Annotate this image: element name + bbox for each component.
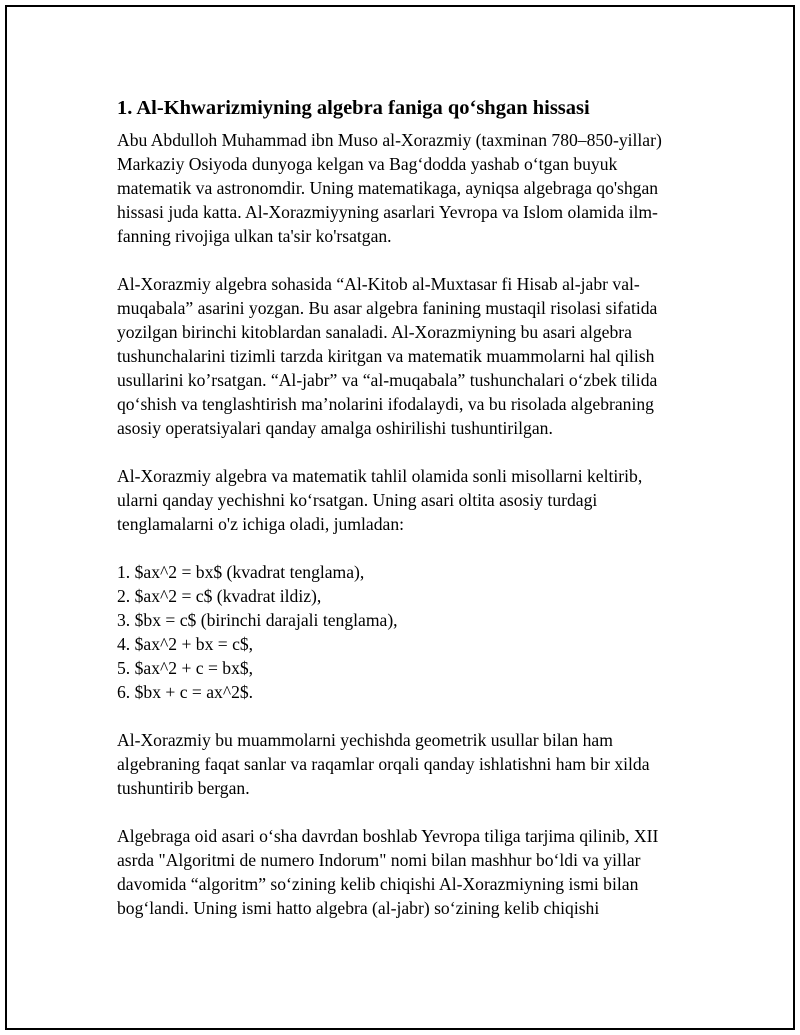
paragraph-geometric-methods: Al-Xorazmiy bu muammolarni yechishda geometrik usullar bilan ham algebraning faqat sanlar va raqamlar orqali qanday ishlatishni ham bir xilda tushuntirib bergan. <box>117 730 650 798</box>
equation-item: 3. $bx = c$ (birinchi darajali tenglama), <box>117 610 398 630</box>
paragraph-al-kitob: Al-Xorazmiy algebra sohasida “Al-Kitob al-Muxtasar fi Hisab al-jabr val-muqabala” asarini yozgan. Bu asar algebra fanining mustaqil risolasi sifatida yozilgan birinchi kitoblardan sanaladi. Al-Xorazmiyning bu asari algebra tushunchalarini tizimli tarzda kiritgan va matematik muammolarni hal qilish usullarini ko’rsatgan. “Al-jabr” va “al-muqabala” tushunchalari o‘zbek tilida qo‘shish va tenglashtirish ma’nolarini ifodalaydi, va bu risolada algebraning asosiy operatsiyalari qanday amalga oshirilishi tushuntirilgan. <box>117 274 658 438</box>
equation-item: 1. $ax^2 = bx$ (kvadrat tenglama), <box>117 562 365 582</box>
equation-item: 6. $bx + c = ax^2$. <box>117 682 254 702</box>
equation-list <box>117 560 687 704</box>
section-heading: 1. Al-Khwarizmiyning algebra faniga qo‘shgan hissasi <box>117 97 590 119</box>
paragraph-intro: Abu Abdulloh Muhammad ibn Muso al-Xorazmiy (taxminan 780–850-yillar) Markaziy Osiyoda dunyoga kelgan va Bag‘dodda yashab o‘tgan buyuk matematik va astronomdir. Uning matematikaga, ayniqsa algebraga qo'shgan hissasi juda katta. Al-Xorazmiyyning asarlari Yevropa va Islom olamida ilm-fanning rivojiga ulkan ta'sir ko'rsatgan. <box>117 130 662 246</box>
equation-item: 5. $ax^2 + c = bx$, <box>117 658 254 678</box>
paragraph-equation-types: Al-Xorazmiy algebra va matematik tahlil olamida sonli misollarni keltirib, ularni qanday yechishni ko‘rsatgan. Uning asari oltita asosiy turdagi tenglamalarni o'z ichiga oladi, jumladan: <box>117 466 643 534</box>
paragraph-algorithm-origin: Algebraga oid asari o‘sha davrdan boshlab Yevropa tiliga tarjima qilinib, XII asrda "Algoritmi de numero Indorum" nomi bilan mashhur bo‘ldi va yillar davomida “algoritm” so‘zining kelib chiqishi Al-Xorazmiyning ismi bilan bog‘landi. Uning ismi hatto algebra (al-jabr) so‘zining kelib chiqishi <box>117 826 659 918</box>
equation-item: 2. $ax^2 = c$ (kvadrat ildiz), <box>117 586 322 606</box>
document-body <box>117 88 687 944</box>
equation-item: 4. $ax^2 + bx = c$, <box>117 634 254 654</box>
